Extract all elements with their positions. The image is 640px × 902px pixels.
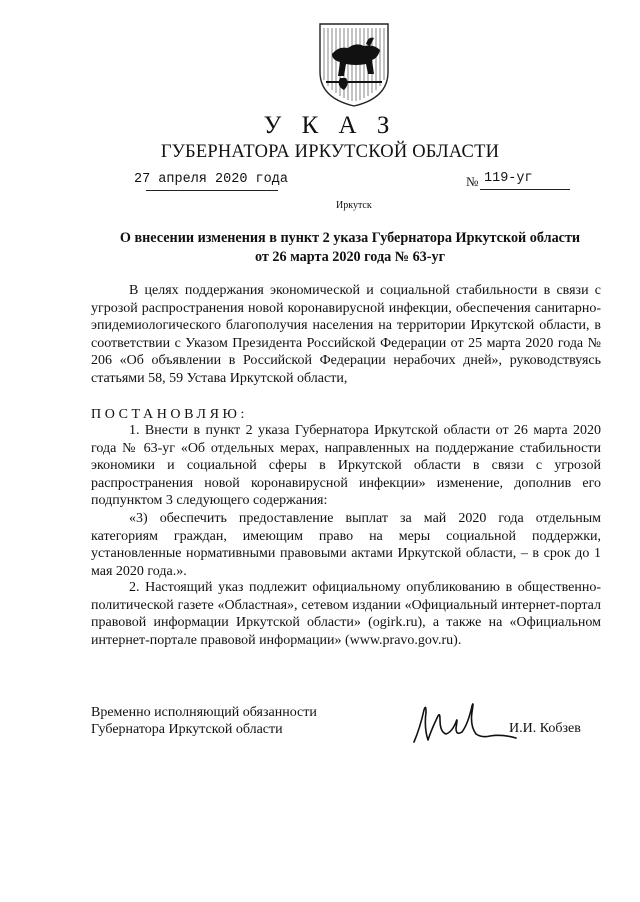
signatory-position-line1: Временно исполняющий обязанности (91, 705, 317, 720)
item-2-paragraph: 2. Настоящий указ подлежит официальному опубликованию в общественно-политической газете «Областная», сетевом издании «Официальный интернет-портал правовой информации Иркутской области» (ogirk.ru), а также на «Официальном интернет-портале правовой информации» (www.pravo.gov.ru). (91, 580, 601, 648)
issuer-title: ГУБЕРНАТОРА ИРКУТСКОЙ ОБЛАСТИ (160, 142, 500, 162)
preamble-paragraph: В целях поддержания экономической и социальной стабильности в связи с угрозой распространения новой коронавирусной инфекции, обеспечения санитарно-эпидемиологического благополучия населения на территории Иркутской области, в соответствии с Указом Президента Российской Федерации от 25 марта 2020 года № 206 «Об объявлении в Российской Федерации нерабочих дней», руководствуясь статьями 58, 59 Устава Иркутской области, (91, 283, 601, 386)
item-1-quote-paragraph: «3) обеспечить предоставление выплат за май 2020 года отдельным категориям граждан, имеющим право на меры социальной поддержки, установленные нормативными правовыми актами Иркутской области, – в срок до 1 мая 2020 года.». (91, 511, 601, 579)
number-sign: № (466, 174, 479, 189)
signatory-position (91, 704, 317, 738)
signatory-name: И.И. Кобзев (509, 721, 581, 736)
document-type-title: У К А З (263, 112, 397, 139)
document-heading (60, 229, 640, 267)
item-1-paragraph: 1. Внести в пункт 2 указа Губернатора Иркутской области от 26 марта 2020 года № 63-уг «Об отдельных мерах, направленных на поддержание стабильности экономики и социальной сферы в Иркутской области в связи с угрозой распространения новой коронавирусной инфекции» изменение, дополнив его подпунктом 3 следующего содержания: (91, 423, 601, 508)
document-heading-line1: О внесении изменения в пункт 2 указа Губернатора Иркутской области (119, 230, 581, 246)
decree-number: 119-уг (484, 171, 533, 186)
decree-word: ПОСТАНОВЛЯЮ: (91, 407, 249, 422)
signatory-position-line2: Губернатора Иркутской области (91, 722, 283, 737)
city-label: Иркутск (336, 200, 372, 211)
decree-date: 27 апреля 2020 года (134, 172, 288, 187)
date-underline (146, 190, 278, 191)
document-heading-line2: от 26 марта 2020 года № 63-уг (254, 249, 446, 265)
number-underline (480, 189, 570, 190)
irkutsk-coat-of-arms-icon (316, 20, 392, 108)
